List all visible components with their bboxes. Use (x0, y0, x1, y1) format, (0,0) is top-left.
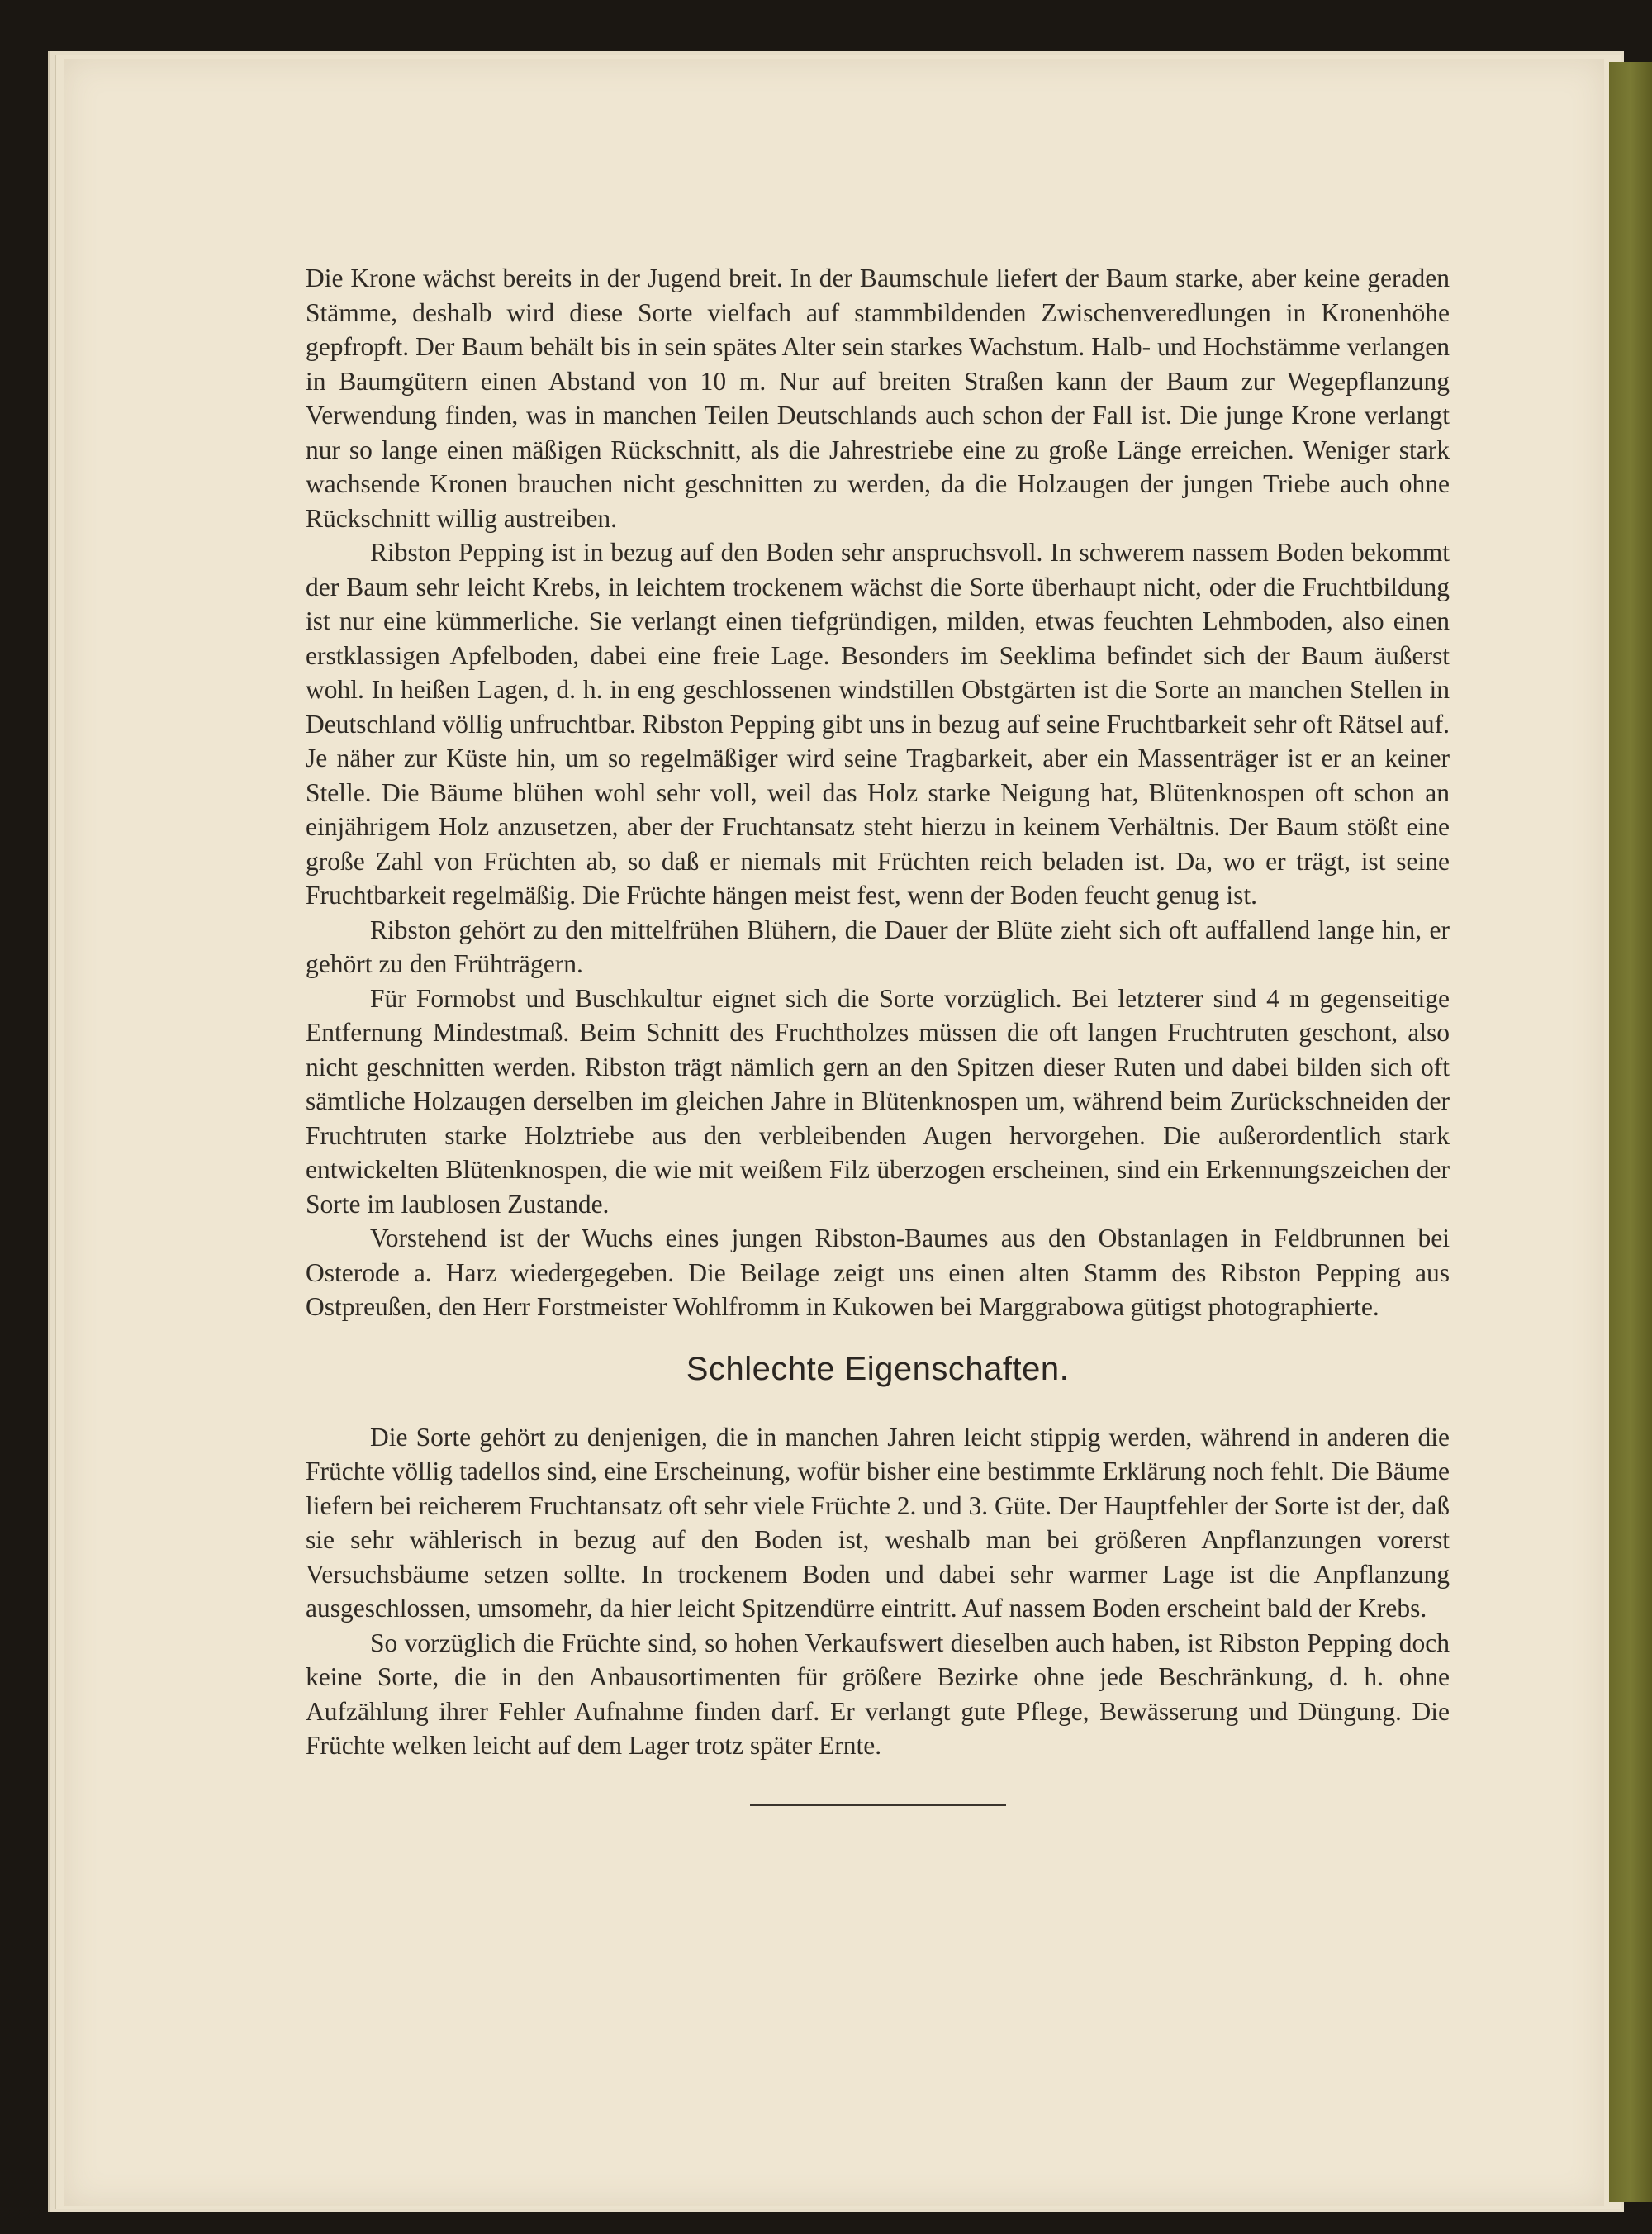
paragraph-soil: Ribston Pepping ist in bezug auf den Boden sehr anspruchsvoll. In schwerem nassem Boden bekommt der Baum sehr leicht Krebs, in leichtem trockenem wächst die Sorte überhaupt nicht, oder die Fruchtbildung ist nur eine kümmerliche. Sie verlangt einen tiefgründigen, milden, etwas feuchten Lehmboden, also einen erstklassigen Apfelboden, dabei eine freie Lage. Besonders im Seeklima befindet sich der Baum äußerst wohl. In heißen Lagen, d. h. in eng geschlossenen windstillen Obstgärten ist die Sorte an manchen Stellen in Deutschland völlig unfruchtbar. Ribston Pepping gibt uns in bezug auf seine Fruchtbarkeit sehr oft Rätsel auf. Je näher zur Küste hin, um so regelmäßiger wird seine Tragbarkeit, aber ein Massenträger ist er an keiner Stelle. Die Bäume blühen wohl sehr voll, weil das Holz starke Neigung hat, Blütenknospen oft schon an einjährigem Holz anzusetzen, aber der Fruchtansatz steht hierzu in keinem Verhältnis. Der Baum stößt eine große Zahl von Früchten ab, so daß er niemals mit Früchten reich beladen ist. Da, wo er trägt, ist seine Fruchtbarkeit regelmäßig. Die Früchte hängen meist fest, wenn der Boden feucht genug ist. (306, 538, 1450, 910)
paragraph-conclusion: So vorzüglich die Früchte sind, so hohen Verkaufswert dieselben auch haben, ist Ribston Pepping doch keine Sorte, die in den Anbausortimenten für größere Bezirke ohne jede Beschränkung, d. h. ohne Aufzählung ihrer Fehler Aufnahme finden darf. Er verlangt gute Pflege, Bewässerung und Düngung. Die Früchte welken leicht auf dem Lager trotz später Ernte. (306, 1628, 1450, 1760)
section-heading: Schlechte Eigenschaften. (686, 1350, 1070, 1387)
paragraph-faults: Die Sorte gehört zu denjenigen, die in manchen Jahren leicht stippig werden, während in anderen die Früchte völlig tadellos sind, eine Erscheinung, wofür bisher eine bestimmte Erklärung noch fehlt. Die Bäume liefern bei reicherem Fruchtansatz oft sehr viele Früchte 2. und 3. Güte. Der Hauptfehler der Sorte ist der, daß sie sehr wählerisch in bezug auf den Boden ist, weshalb man bei größeren Anpflanzungen vorerst Versuchsbäume setzen sollte. In trockenem Boden und dabei sehr warmer Lage ist die Anpflanzung ausgeschlossen, umsomehr, da hier leicht Spitzendürre eintritt. Auf nassem Boden erscheint bald der Krebs. (306, 1422, 1450, 1623)
paragraph-blossom: Ribston gehört zu den mittelfrühen Blühern, die Dauer der Blüte zieht sich oft auffallend lange hin, er gehört zu den Frühträgern. (306, 915, 1450, 978)
paragraph-training: Für Formobst und Buschkultur eignet sich die Sorte vorzüglich. Bei letzterer sind 4 m gegenseitige Entfernung Mindestmaß. Beim Schnitt des Fruchtholzes müssen die oft langen Fruchtruten geschont, also nicht geschnitten werden. Ribston trägt nämlich gern an den Spitzen dieser Ruten und dabei bilden sich oft sämtliche Holzaugen derselben im gleichen Jahre in Blütenknospen um, während beim Zurückschneiden der Fruchtruten starke Holztriebe aus den verbleibenden Augen hervorgehen. Die außerordentlich stark entwickelten Blütenknospen, die wie mit weißem Filz überzogen erscheinen, sind ein Erkennungszeichen der Sorte im laublosen Zustande. (306, 983, 1450, 1219)
end-rule (750, 1804, 1006, 1806)
book-cover-edge (1609, 62, 1652, 2202)
page-text (306, 261, 1450, 1806)
paragraph-illustration-note: Vorstehend ist der Wuchs eines jungen Ribston-Baumes aus den Obstanlagen in Feldbrunnen bei Osterode a. Harz wiedergegeben. Die Beilage zeigt uns einen alten Stamm des Ribston Pepping aus Ostpreußen, den Herr Forstmeister Wohlfromm in Kukowen bei Marggrabowa gütigst photographierte. (306, 1224, 1450, 1321)
paragraph-growth: Die Krone wächst bereits in der Jugend breit. In der Baumschule liefert der Baum starke, aber keine geraden Stämme, deshalb wird diese Sorte vielfach auf stammbildenden Zwischenveredlungen in Kronenhöhe gepfropft. Der Baum behält bis in sein spätes Alter sein starkes Wachstum. Halb- und Hochstämme verlangen in Baumgütern einen Abstand von 10 m. Nur auf breiten Straßen kann der Baum zur Wegepflanzung Verwendung finden, was in manchen Teilen Deutschlands auch schon der Fall ist. Die junge Krone verlangt nur so lange einen mäßigen Rückschnitt, als die Jahrestriebe eine zu große Länge erreichen. Weniger stark wachsende Kronen brauchen nicht geschnitten zu werden, da die Holzaugen der jungen Triebe auch ohne Rückschnitt willig austreiben. (306, 264, 1450, 533)
